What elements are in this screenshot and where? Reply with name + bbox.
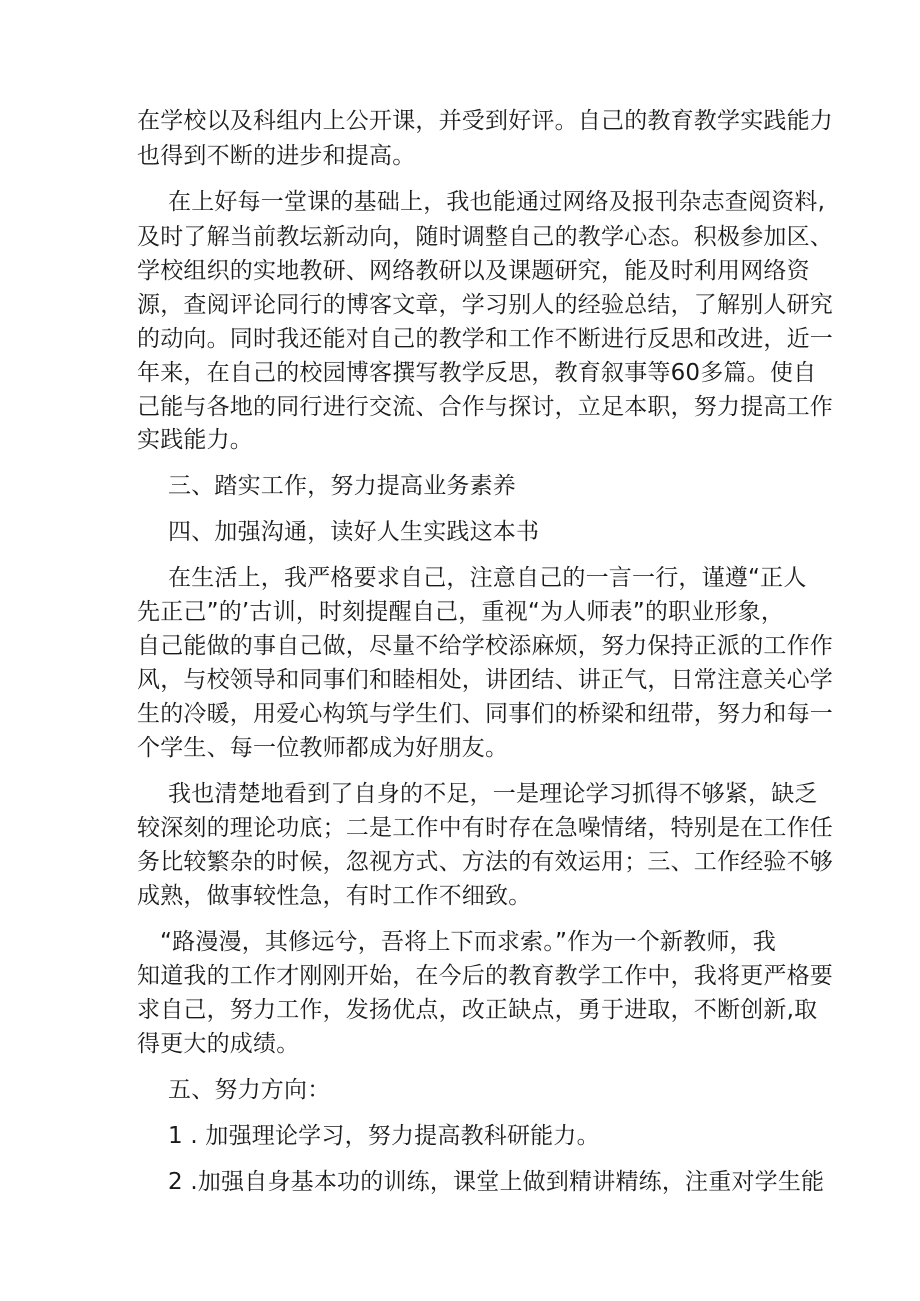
paragraph-2-line-2: 及时了解当前教坛新动向，随时调整自己的教学心态。积极参加区、 (137, 224, 833, 250)
list-item-1: 1 . 加强理论学习，努力提高教科研能力。 (168, 1123, 600, 1149)
paragraph-5-line-4: 得更大的成绩。 (137, 1031, 300, 1057)
paragraph-2-line-5: 的动向。同时我还能对自己的教学和工作不断进行反思和改进，近一 (137, 326, 833, 352)
paragraph-2-line-3: 学校组织的实地教研、网络教研以及课题研究，能及时利用网络资 (137, 258, 810, 284)
paragraph-2-line-6: 年来，在自己的校园博客撰写教学反思，教育叙事等60多篇。使自 (137, 360, 817, 386)
paragraph-3-line-3: 自己能做的事自己做，尽量不给学校添麻烦，努力保持正派的工作作 (137, 633, 833, 659)
list-item-2: 2 .加强自身基本功的训练，课堂上做到精讲精练，注重对学生能 (168, 1169, 825, 1195)
paragraph-4-line-3: 务比较繁杂的时候，忽视方式、方法的有效运用；三、工作经验不够 (137, 849, 833, 875)
paragraph-3-line-4: 风，与校领导和同事们和睦相处，讲团结、讲正气，日常注意关心学 (137, 667, 833, 693)
paragraph-3-line-5: 生的冷暖，用爱心构筑与学生们、同事们的桥梁和纽带，努力和每一 (137, 701, 833, 727)
paragraph-3-line-2: 先正己”的’古训，时刻提醒自己，重视“为人师表”的职业形象， (137, 599, 785, 625)
paragraph-5-line-1: “路漫漫，其修远兮，吾将上下而求索。”作为一个新教师，我 (160, 929, 776, 955)
paragraph-2-line-4: 源，查阅评论同行的博客文章，学习别人的经验总结，了解别人研究 (137, 292, 833, 318)
paragraph-5-line-3: 求自己，努力工作，发扬优点，改正缺点，勇于进取，不断创新,取 (137, 997, 818, 1023)
paragraph-4-line-2: 较深刻的理论功底；二是工作中有时存在急噪情绪，特别是在工作任 (137, 815, 833, 841)
section-heading-3: 三、踏实工作，努力提高业务素养 (168, 473, 516, 499)
paragraph-2-line-1: 在上好每一堂课的基础上，我也能通过网络及报刊杂志查阅资料, (168, 189, 826, 215)
paragraph-2-line-7: 己能与各地的同行进行交流、合作与探讨，立足本职，努力提高工作 (137, 394, 833, 420)
paragraph-2-line-8: 实践能力。 (137, 427, 253, 453)
paragraph-5-line-2: 知道我的工作才刚刚开始，在今后的教育教学工作中，我将更严格要 (137, 963, 833, 989)
section-heading-5: 五、努力方向： (168, 1077, 331, 1103)
section-heading-4: 四、加强沟通，读好人生实践这本书 (168, 519, 540, 545)
paragraph-1-line-1: 在学校以及科组内上公开课，并受到好评。自己的教育教学实践能力 (137, 108, 833, 134)
paragraph-4-line-4: 成熟，做事较性急，有时工作不细致。 (137, 883, 532, 909)
paragraph-3-line-6: 个学生、每一位教师都成为好朋友。 (137, 735, 509, 761)
paragraph-4-line-1: 我也清楚地看到了自身的不足，一是理论学习抓得不够紧，缺乏 (168, 781, 818, 807)
paragraph-1-line-2: 也得到不断的进步和提高。 (137, 143, 416, 169)
paragraph-3-line-1: 在生活上，我严格要求自己，注意自己的一言一行，谨遵“正人 (168, 565, 807, 591)
